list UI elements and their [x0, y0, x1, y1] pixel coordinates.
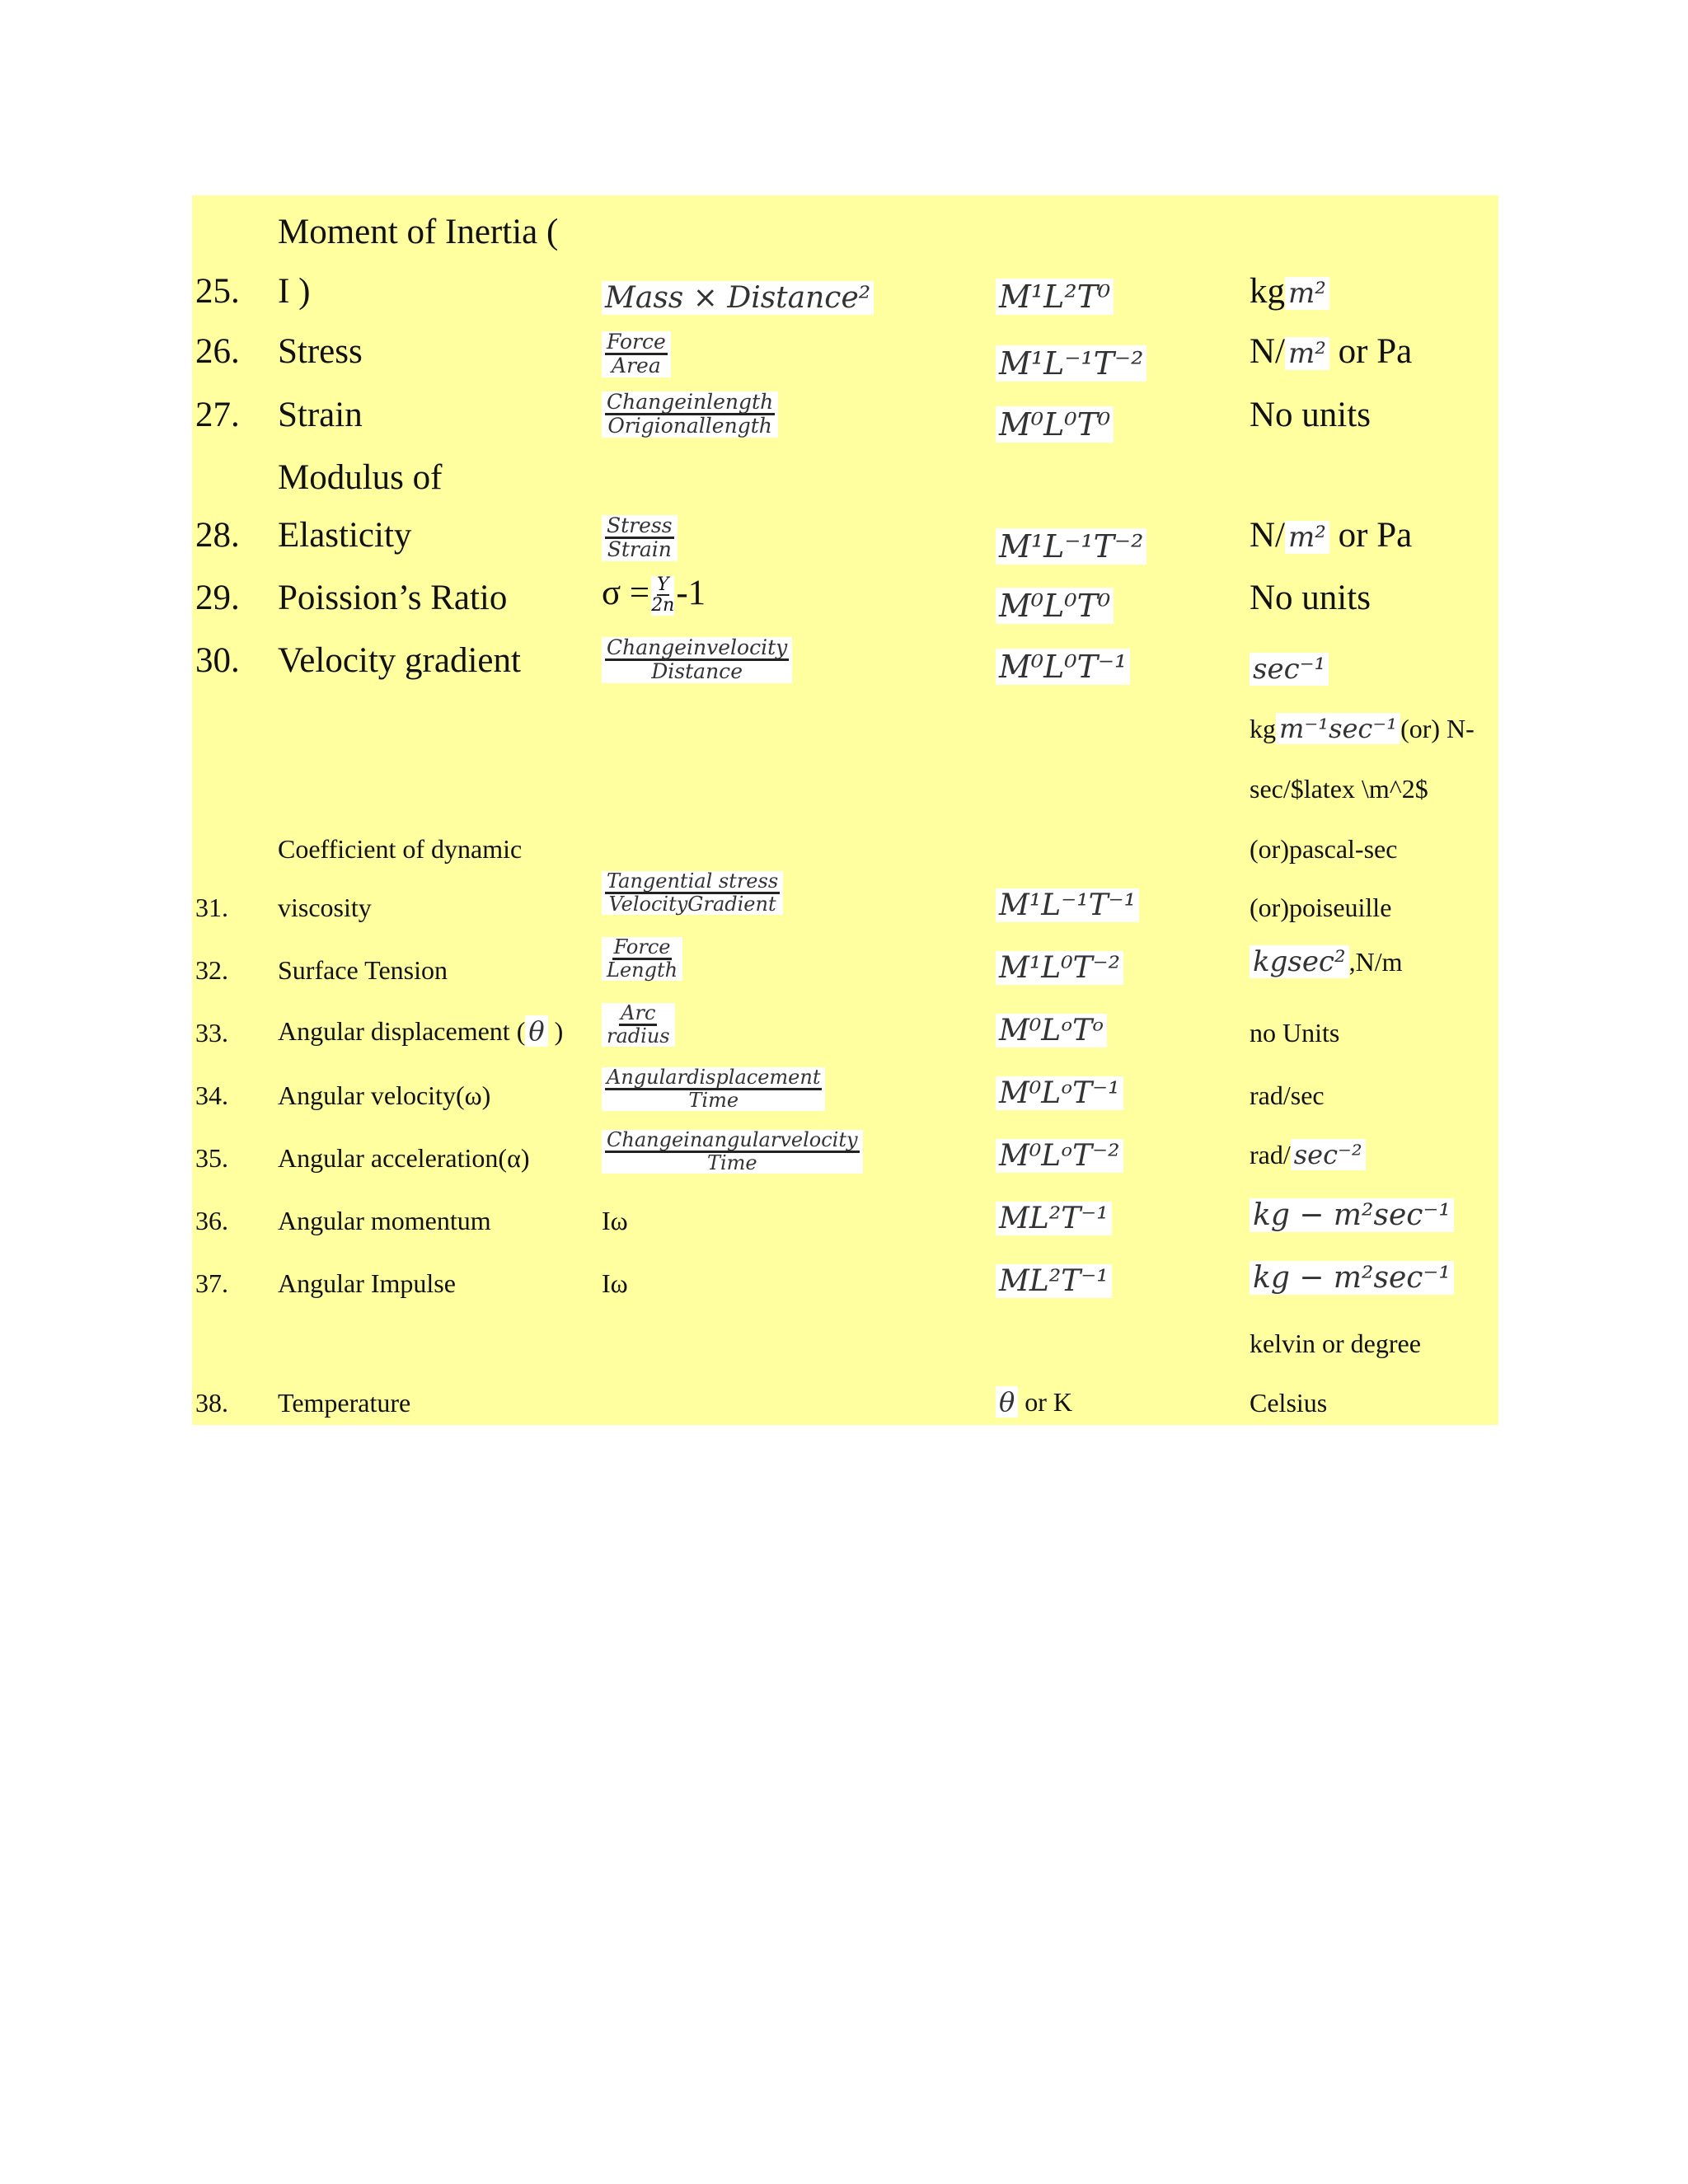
- row-34-name: Angular velocity(ω): [278, 1080, 491, 1110]
- row-32-name: Surface Tension: [278, 955, 448, 985]
- row-34-formula: $\frac{\text{Angulardisplacement}}{\text{Time}}$: [602, 1067, 825, 1111]
- row-27-dimension: M⁰L⁰T⁰: [996, 406, 1114, 443]
- row-28-formula: $\frac{\text{Stress}}{\text{Strain}}$: [602, 515, 678, 561]
- row-30-dimension: M⁰L⁰T⁻¹: [996, 649, 1130, 686]
- row-27-number: 27.: [195, 396, 240, 434]
- row-31-number: 31.: [195, 893, 228, 922]
- row-35-dimension: M⁰LᵒT⁻²: [996, 1138, 1123, 1173]
- row-28-name-line1: Modulus of: [278, 458, 443, 497]
- row-31-unit-line4: (or)poiseuille: [1250, 893, 1392, 922]
- row-27-unit: No units: [1250, 396, 1371, 434]
- row-38-dimension: θ or K: [996, 1386, 1072, 1418]
- row-34-dimension: M⁰LᵒT⁻¹: [996, 1076, 1123, 1110]
- row-36-dimension: ML²T⁻¹: [996, 1201, 1112, 1235]
- row-33-formula: $\frac{\text{Arc}}{\text{radius}}$: [602, 1003, 675, 1047]
- row-29-formula: σ = $\frac{Y}{2n}$ -1: [602, 574, 706, 616]
- row-34-unit: rad/sec: [1250, 1080, 1325, 1110]
- row-30-formula: $\frac{\text{Changeinvelocity}}{\text{Distance}}$: [602, 637, 792, 683]
- row-28-name-line2: Elasticity: [278, 516, 412, 555]
- row-31-name-line1: Coefficient of dynamic: [278, 834, 523, 864]
- row-35-number: 35.: [195, 1143, 228, 1173]
- row-33-unit: no Units: [1250, 1018, 1340, 1047]
- row-25-unit: kg m²: [1250, 271, 1329, 312]
- row-28-unit: N/ m² or Pa: [1250, 516, 1413, 555]
- row-26-unit: N/ m² or Pa: [1250, 332, 1413, 371]
- row-32-formula: $\frac{\text{Force}}{\text{Length}}$: [602, 937, 682, 981]
- row-38-unit-line1: kelvin or degree: [1250, 1329, 1421, 1358]
- row-35-name: Angular acceleration(α): [278, 1143, 530, 1173]
- row-31-unit-line3: (or)pascal-sec: [1250, 834, 1398, 864]
- row-25-formula: Mass × Distance²: [602, 280, 874, 315]
- row-28-dimension: M¹L⁻¹T⁻²: [996, 528, 1146, 565]
- row-37-formula: Iω: [602, 1268, 628, 1298]
- row-38-unit-line2: Celsius: [1250, 1388, 1328, 1418]
- row-26-number: 26.: [195, 332, 240, 371]
- row-31-formula: $\frac{\text{Tangential stress}}{\text{VelocityGradient}}$: [602, 871, 783, 915]
- row-37-dimension: ML²T⁻¹: [996, 1263, 1112, 1298]
- row-37-unit: kg − m²sec⁻¹: [1250, 1260, 1454, 1295]
- row-32-dimension: M¹L⁰T⁻²: [996, 950, 1123, 985]
- row-36-number: 36.: [195, 1206, 228, 1235]
- row-27-formula: $\frac{\text{Changeinlength}}{\text{Origionallength}}$: [602, 391, 778, 438]
- row-28-number: 28.: [195, 516, 240, 555]
- row-30-number: 30.: [195, 641, 240, 680]
- row-33-name: Angular displacement ( θ ): [278, 1015, 564, 1047]
- row-37-name: Angular Impulse: [278, 1268, 456, 1298]
- row-31-unit-line2: sec/$latex \m^2$: [1250, 774, 1428, 804]
- row-25-name-line2: I ): [278, 272, 311, 311]
- row-36-name: Angular momentum: [278, 1206, 491, 1235]
- row-27-name: Strain: [278, 396, 363, 434]
- row-25-number: 25.: [195, 272, 240, 311]
- row-31-name-line2: viscosity: [278, 893, 372, 922]
- row-29-dimension: M⁰L⁰T⁰: [996, 588, 1114, 625]
- row-25-name-line1: Moment of Inertia (: [278, 213, 559, 251]
- row-31-dimension: M¹L⁻¹T⁻¹: [996, 888, 1139, 922]
- row-37-number: 37.: [195, 1268, 228, 1298]
- row-36-formula: Iω: [602, 1206, 628, 1235]
- row-35-formula: $\frac{\text{Changeinangularvelocity}}{\text{Time}}$: [602, 1130, 863, 1174]
- row-30-name: Velocity gradient: [278, 641, 521, 680]
- row-29-unit: No units: [1250, 579, 1371, 617]
- row-26-dimension: M¹L⁻¹T⁻²: [996, 345, 1146, 382]
- row-33-dimension: M⁰LᵒTᵒ: [996, 1013, 1107, 1047]
- row-38-name: Temperature: [278, 1388, 411, 1418]
- row-29-name: Poission’s Ratio: [278, 579, 508, 617]
- row-26-name: Stress: [278, 332, 363, 371]
- row-38-number: 38.: [195, 1388, 228, 1418]
- row-33-number: 33.: [195, 1018, 228, 1047]
- physics-units-table: [192, 195, 1498, 1425]
- row-34-number: 34.: [195, 1080, 228, 1110]
- row-32-number: 32.: [195, 955, 228, 985]
- row-31-unit-line1: kg m⁻¹sec⁻¹ (or) N-: [1250, 713, 1475, 744]
- row-29-number: 29.: [195, 579, 240, 617]
- row-32-unit: kgsec² ,N/m: [1250, 945, 1403, 978]
- row-36-unit: kg − m²sec⁻¹: [1250, 1197, 1454, 1232]
- row-30-unit: sec⁻¹: [1250, 653, 1329, 686]
- row-26-formula: $\frac{\text{Force}}{\text{Area}}$: [602, 331, 671, 377]
- row-35-unit: rad/ sec⁻²: [1250, 1139, 1366, 1170]
- row-25-dimension: M¹L²T⁰: [996, 279, 1114, 316]
